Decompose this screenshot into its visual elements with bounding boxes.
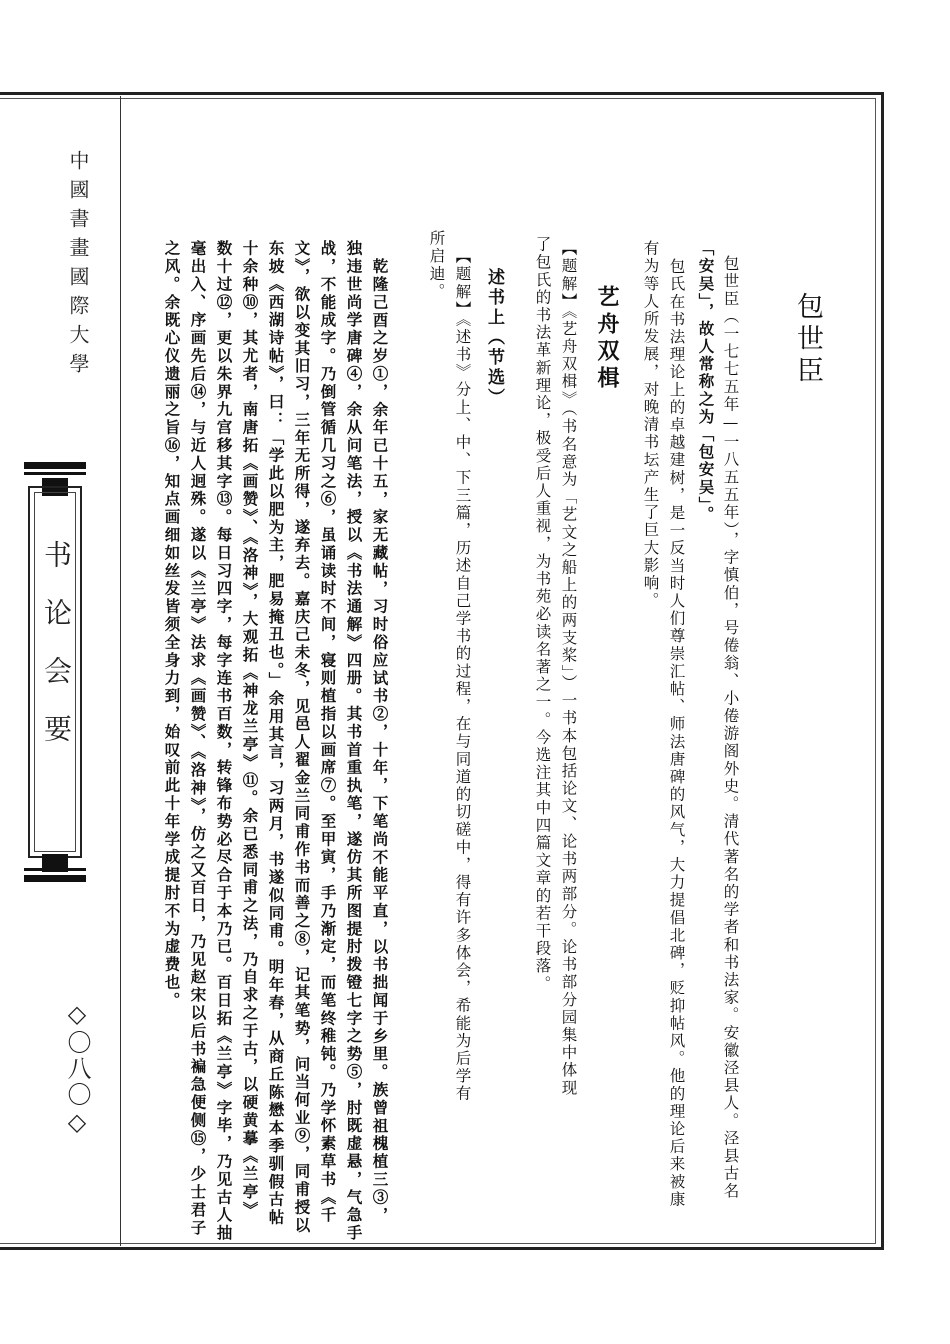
author-heading: 包世臣	[792, 292, 823, 388]
section-intro-line-1: 【题解】《述书》分上、中、下三篇，历述自己学书的过程，在与同道的切磋中，得有许多体会，希能为后学有	[453, 248, 472, 1103]
body-line-3: 战，不能成字。乃倒管循几习之⑥，虽诵读时不间，寝则植指以画席⑦。至甲寅，手乃渐定，而笔终稚钝。乃学怀素草书《千	[318, 240, 338, 1225]
section-intro-line-2: 所启迪。	[427, 230, 446, 301]
series-title: 中國書畫國際大學	[66, 150, 90, 382]
page-number: ◇〇八〇◇	[63, 1000, 91, 1138]
author-bio-line-1: 包世臣（一七七五年—一八五五年），字慎伯，号倦翁、小倦游阁外史。清代著名的学者和书法家。安徽泾县人。泾县古名	[721, 255, 740, 1201]
work-heading: 艺舟双楫	[594, 285, 620, 393]
sidebar-divider	[120, 96, 121, 1246]
author-bio-line-3: 包氏在书法理论上的卓越建树，是一反当时人们尊崇汇帖、师法唐碑的风气，大力提倡北碑，贬抑帖风。他的理论后来被康	[667, 258, 686, 1209]
author-bio-line-2: 「安吴」，故人常称之为「包安吴」。	[696, 240, 716, 524]
plaque-bottom-bar-thin	[24, 868, 86, 871]
body-line-1: 乾隆己酉之岁①，余年已十五，家无藏帖，习时俗应试书②，十年，下笔尚不能平直，以书拙闻于乡里。族曾祖槐植三③，	[370, 258, 390, 1225]
body-line-9: 之风。余既心仪遗丽之旨⑯，知点画细如丝发皆须全身力到，始叹前此十年学成提肘不为虚费也。	[162, 240, 182, 1010]
body-line-2: 独违世尚学唐碑④，余从问笔法，授以《书法通解》四册。其书首重执笔，遂仿其所图提肘拨镫七字之势⑤，肘既虚悬，气急手	[344, 240, 364, 1243]
plaque-bottom-bar	[24, 875, 86, 882]
book-title: 书论会要	[40, 540, 73, 772]
body-line-8: 毫出入、序画先后⑭，与近人迥殊。遂以《兰亭》法求《画赞》、《洛神》，仿之又百日，乃见赵宋以后书褊急便侧⑮，少士君子	[188, 240, 208, 1238]
work-intro-line-1: 【题解】《艺舟双楫》（书名意为「艺文之船上的两支桨」）一书本包括论文、论书两部分。论书部分园集中体现	[559, 240, 578, 1097]
plaque-top-bar	[24, 462, 86, 469]
author-bio-line-4: 有为等人所发展，对晚清书坛产生了巨大影响。	[641, 240, 660, 610]
body-line-5: 东坡《西湖诗帖》，曰：「学此以肥为主，肥易掩丑也。」余用其言，习两月，书遂似同甫。明年春，从商丘陈懋本季驯假古帖	[266, 240, 286, 1227]
section-heading: 述书上（节选）	[484, 268, 504, 408]
body-line-7: 数十过⑫，更以朱界九宫移其字⑬。每日习四字，每字连书百数，转锋布势必尽合于本乃已。百日拓《兰亭》字毕，乃见古人抽	[214, 240, 234, 1243]
body-line-4: 文》，欲以变其旧习，三年无所得，遂弃去。嘉庆己未冬，见邑人翟金兰同甫作书而善之⑧，记其笔势，问当何业⑨，同甫授以	[292, 240, 312, 1235]
work-intro-line-2: 了包氏的书法革新理论，极受后人重视，为书苑必读名著之一。今选注其中四篇文章的若干段落。	[533, 236, 552, 993]
plaque-top-bar-thin	[24, 472, 86, 475]
body-line-6: 十余种⑩，其尤者，南唐拓《画赞》、《洛神》，大观拓《神龙兰亭》⑪。余已悉同甫之法，乃自求之于古，以硬黄摹《兰亭》	[240, 240, 260, 1220]
